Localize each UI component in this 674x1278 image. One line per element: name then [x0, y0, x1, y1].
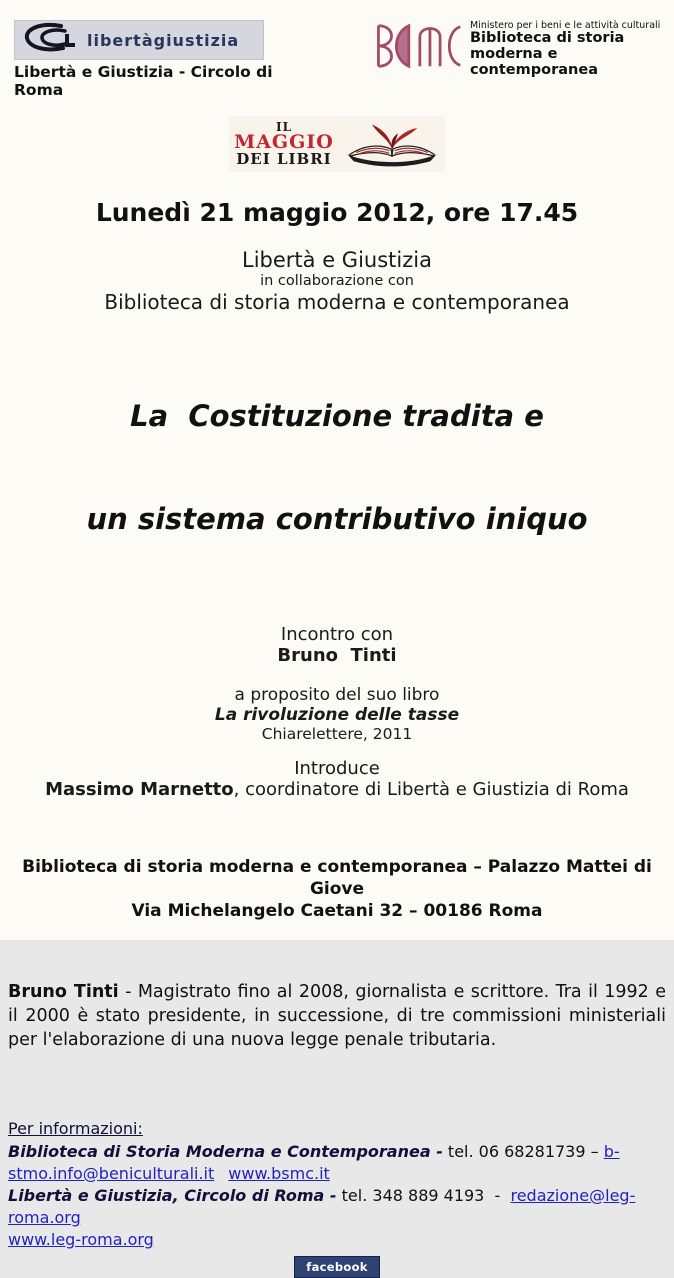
maggio-line-il: IL — [275, 119, 293, 134]
org2-tel: tel. 348 889 4193 - — [336, 1185, 511, 1205]
book-intro-label: a proposito del suo libro — [234, 684, 440, 705]
book-publisher: Chiarelettere, 2011 — [261, 724, 413, 743]
venue-line1: Biblioteca di storia moderna e contemporanea – Palazzo Mattei di Giove — [22, 856, 652, 899]
org1-email-link-part2[interactable]: stmo.info@beniculturali.it — [8, 1163, 215, 1183]
org2-email-link[interactable]: redazione@leg-roma.org — [8, 1185, 636, 1227]
maggio-line-maggio: MAGGIO — [234, 130, 334, 153]
partner-name: Biblioteca di storia moderna e contemporanea — [104, 290, 570, 314]
libertagiustizia-brand-text: libertàgiustizia — [87, 30, 240, 50]
org2-name: Libertà e Giustizia, Circolo di Roma - — [8, 1185, 337, 1205]
org1-contact-line — [8, 1141, 666, 1163]
event-datetime: Lunedì 21 maggio 2012, ore 17.45 — [95, 198, 579, 227]
maggio-line-dei-libri: DEI LIBRI — [236, 150, 332, 169]
open-book-icon — [344, 117, 440, 171]
bio-text: - Magistrato fino al 2008, giornalista e scrittore. Tra il 1992 e il 2000 è stato presidente, in successione, di tre commissioni ministeriali per l'elaborazione di una nuova legge penale tributaria. — [8, 982, 666, 1051]
bsmc-logo-icon — [372, 20, 464, 76]
header — [0, 20, 674, 99]
maggio-dei-libri-logo — [229, 116, 445, 172]
facebook-button[interactable]: facebook — [294, 1256, 379, 1278]
speaker-bio — [0, 980, 674, 1052]
bsmc-name-line1: Biblioteca di storia — [470, 30, 625, 47]
org2-contact-line — [8, 1185, 666, 1229]
book-title: La rivoluzione delle tasse — [214, 704, 460, 725]
libertagiustizia-logo-box — [14, 20, 264, 60]
collaboration-label: in collaborazione con — [260, 273, 414, 289]
speaker-name: Bruno Tinti — [277, 644, 397, 666]
bsmc-name-line2: moderna e contemporanea — [470, 46, 598, 79]
moderator-role: , coordinatore di Libertà e Giustizia di Roma — [233, 778, 629, 800]
ministry-line: Ministero per i beni e le attività culturali — [470, 20, 661, 31]
maggio-text-stack — [234, 121, 334, 168]
venue-block — [0, 856, 674, 922]
org2-website-line — [8, 1229, 666, 1251]
footer-contacts — [0, 1118, 674, 1250]
facebook-row — [0, 1256, 674, 1278]
moderator-name: Massimo Marnetto — [45, 778, 234, 800]
org1-name: Biblioteca di Storia Moderna e Contemporanea - — [8, 1141, 443, 1161]
bio-name: Bruno Tinti — [8, 982, 119, 1003]
left-logo-block — [14, 20, 324, 99]
moderator-line — [0, 779, 674, 800]
event-title-line1: La Costituzione tradita e — [130, 399, 544, 434]
footer-heading: Per informazioni: — [8, 1119, 143, 1139]
venue-line2: Via Michelangelo Caetani 32 – 00186 Roma — [131, 900, 543, 921]
event-title — [0, 331, 674, 605]
event-title-line2: un sistema contributivo iniquo — [86, 502, 588, 537]
meeting-label: Incontro con — [280, 623, 394, 645]
org2-website-link[interactable]: www.leg-roma.org — [8, 1229, 154, 1249]
org1-email-link-part1[interactable]: b- — [603, 1141, 620, 1161]
bsmc-text-block — [470, 20, 664, 79]
double-c-logo-icon — [21, 20, 85, 60]
bsmc-logo-block — [372, 20, 664, 79]
organizer-name: Libertà e Giustizia — [242, 248, 432, 272]
org1-links-line — [8, 1163, 666, 1185]
introduce-label: Introduce — [294, 757, 380, 779]
org1-website-link[interactable]: www.bsmc.it — [228, 1163, 330, 1183]
left-logo-caption: Libertà e Giustizia - Circolo di Roma — [14, 63, 273, 99]
org1-tel: tel. 06 68281739 – — [442, 1141, 604, 1161]
